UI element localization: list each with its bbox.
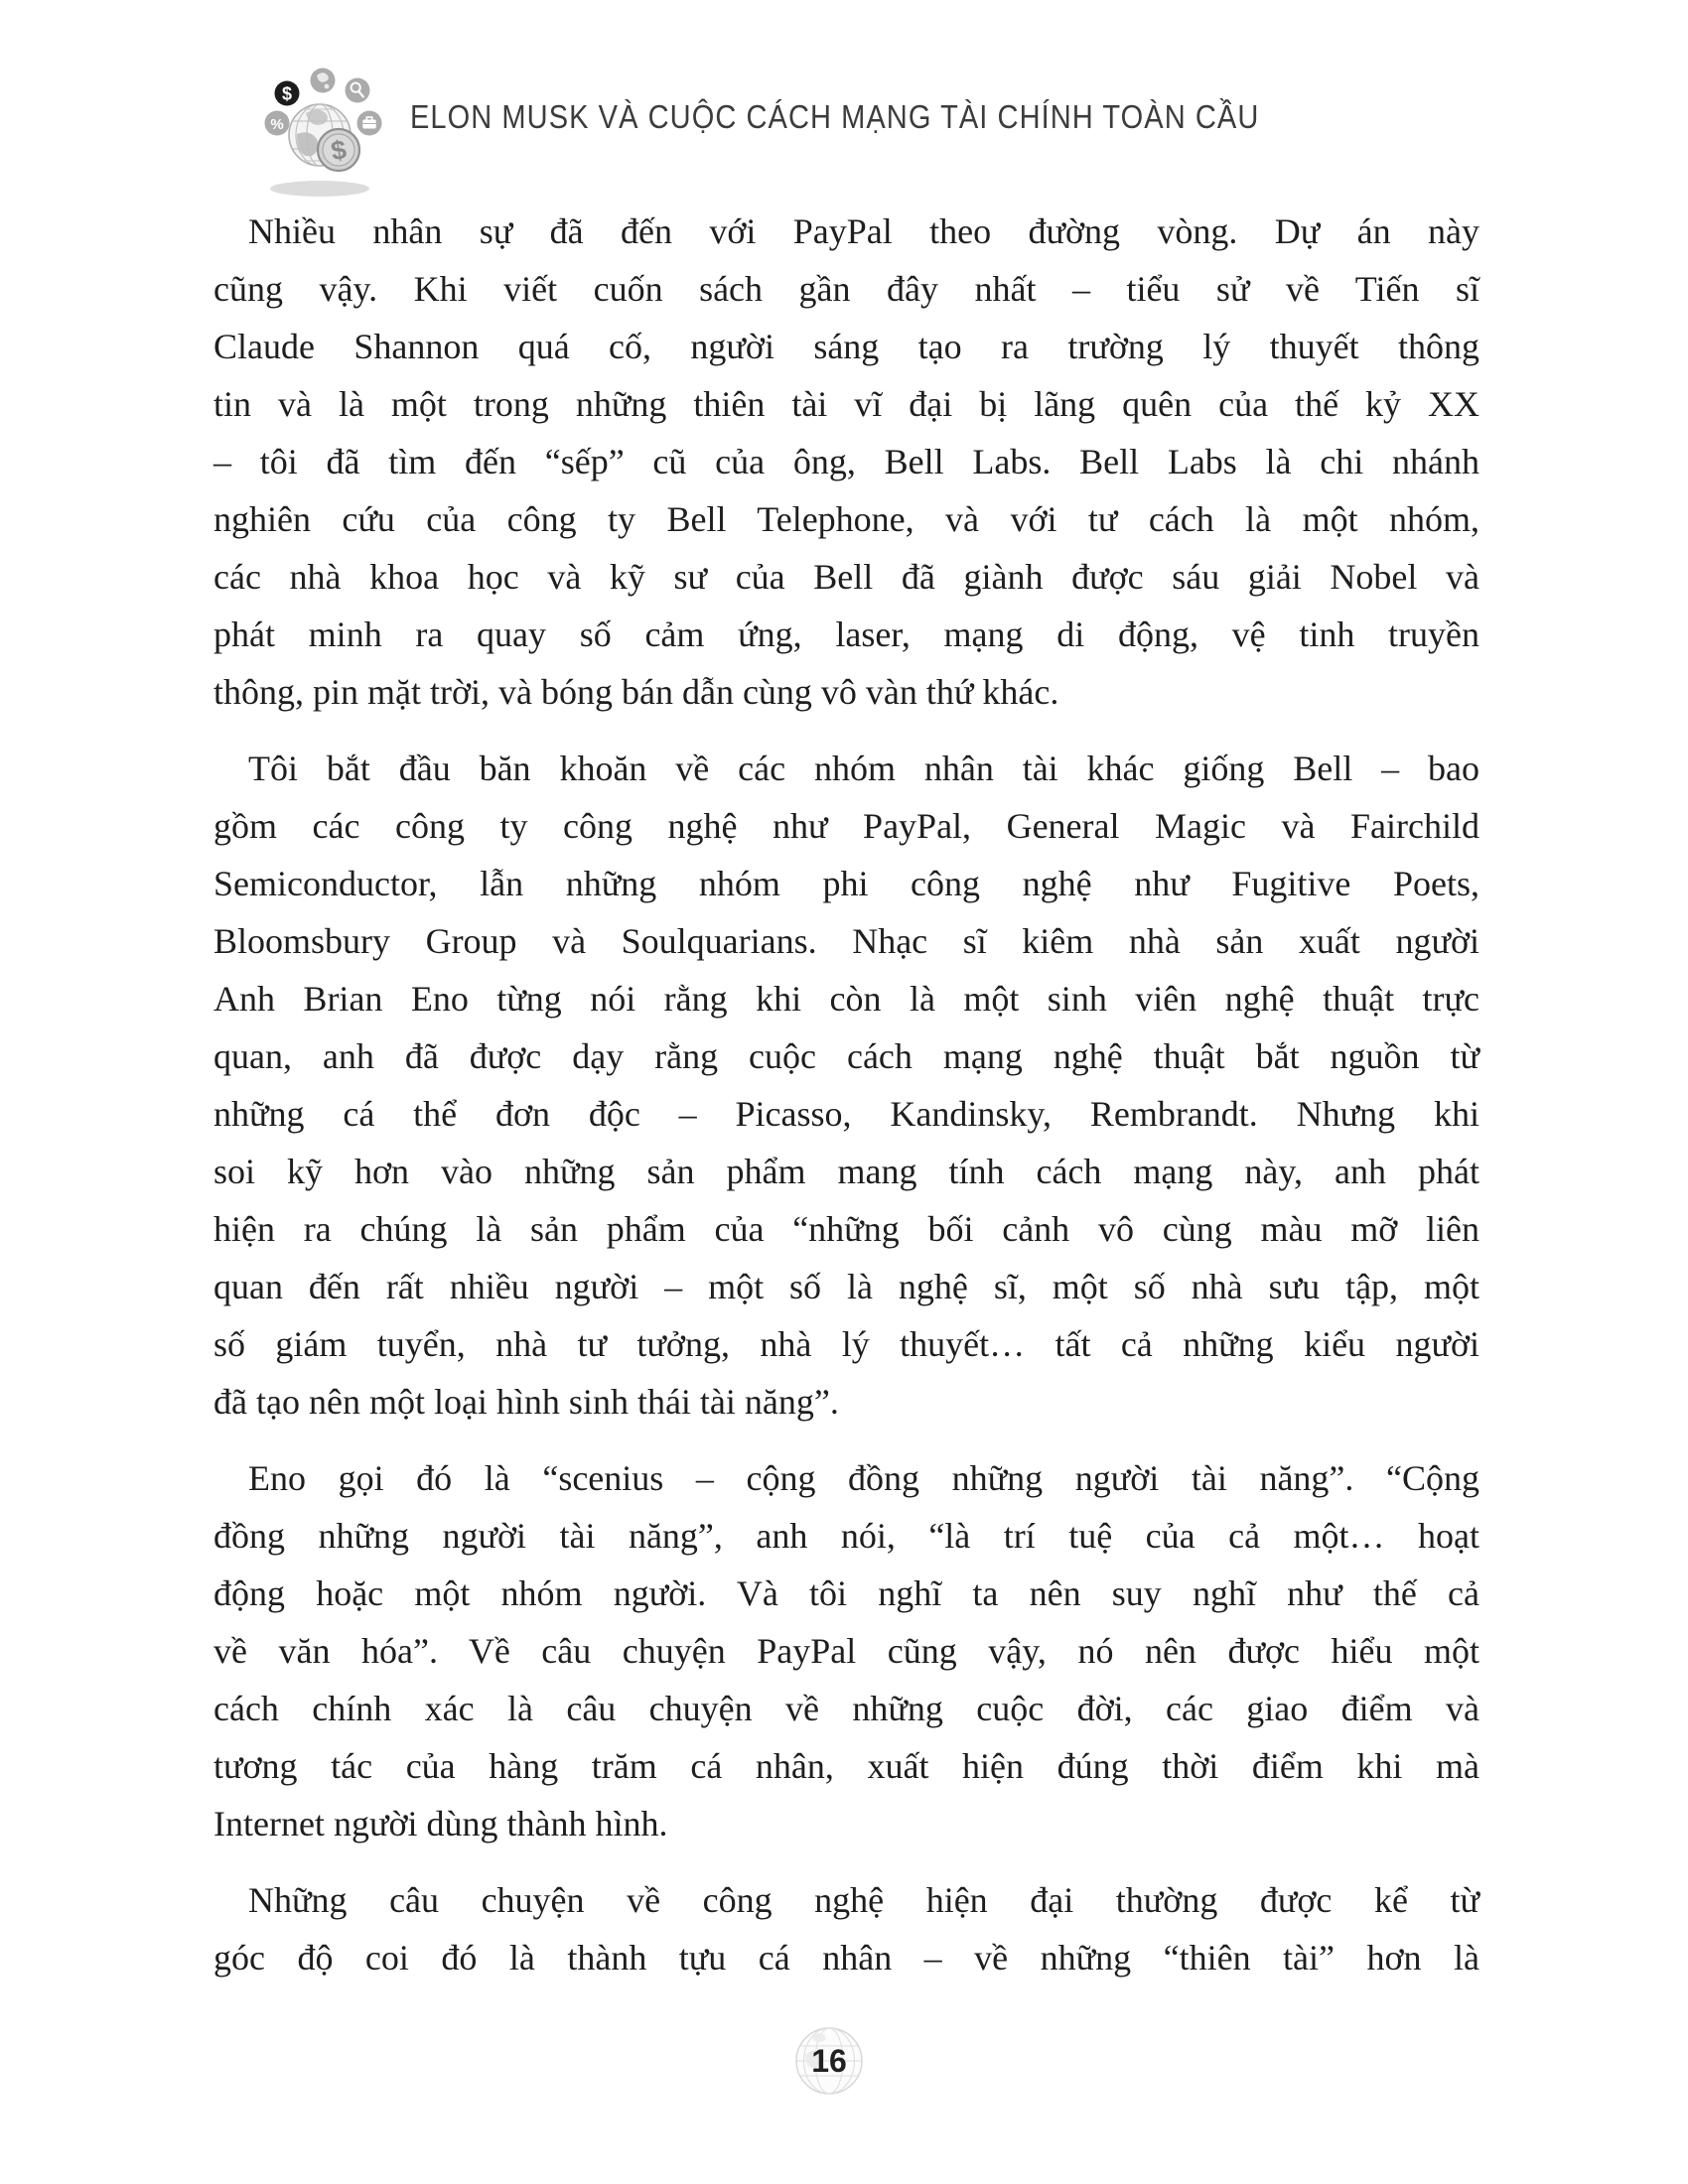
world-badge-icon bbox=[311, 68, 336, 93]
paragraph bbox=[213, 740, 1479, 1431]
text-line: cũng vậy. Khi viết cuốn sách gần đây nhất – tiểu sử về Tiến sĩ bbox=[213, 269, 1479, 309]
text-line: các nhà khoa học và kỹ sư của Bell đã giành được sáu giải Nobel và bbox=[213, 557, 1479, 597]
text-line: tin và là một trong những thiên tài vĩ đại bị lãng quên của thế kỷ XX bbox=[213, 384, 1479, 424]
text-line: Internet người dùng thành hình. bbox=[213, 1804, 668, 1843]
text-line: về văn hóa”. Về câu chuyện PayPal cũng vậy, nó nên được hiểu một bbox=[213, 1631, 1479, 1671]
text-line: Anh Brian Eno từng nói rằng khi còn là một sinh viên nghệ thuật trực bbox=[213, 979, 1479, 1019]
text-line: Những câu chuyện về công nghệ hiện đại thường được kể từ bbox=[248, 1880, 1479, 1920]
text-line: những cá thể đơn độc – Picasso, Kandinsky, Rembrandt. Nhưng khi bbox=[213, 1094, 1479, 1134]
text-line: góc độ coi đó là thành tựu cá nhân – về những “thiên tài” hơn là bbox=[213, 1938, 1479, 1978]
text-line: đồng những người tài năng”, anh nói, “là trí tuệ của cả một… hoạt bbox=[213, 1516, 1479, 1556]
text-line: số giám tuyển, nhà tư tưởng, nhà lý thuyết… tất cả những kiểu người bbox=[213, 1324, 1479, 1364]
text-line: thông, pin mặt trời, và bóng bán dẫn cùng vô vàn thứ khác. bbox=[213, 672, 1059, 712]
text-line: Bloomsbury Group và Soulquarians. Nhạc sĩ kiêm nhà sản xuất người bbox=[213, 921, 1479, 961]
text-line: Tôi bắt đầu băn khoăn về các nhóm nhân tài khác giống Bell – bao bbox=[248, 749, 1479, 788]
percent-badge-icon bbox=[265, 111, 290, 136]
body-text bbox=[213, 203, 1479, 2005]
briefcase-badge-icon bbox=[357, 111, 382, 136]
svg-text:$: $ bbox=[281, 83, 293, 104]
paragraph bbox=[213, 1871, 1479, 1986]
svg-text:$: $ bbox=[329, 134, 350, 167]
text-line: Semiconductor, lẫn những nhóm phi công nghệ như Fugitive Poets, bbox=[213, 864, 1479, 903]
page-number-container bbox=[793, 2025, 865, 2097]
text-line: Eno gọi đó là “scenius – cộng đồng những người tài năng”. “Cộng bbox=[248, 1458, 1479, 1498]
text-line: cách chính xác là câu chuyện về những cuộc đời, các giao điểm và bbox=[213, 1689, 1479, 1728]
text-line: Nhiều nhân sự đã đến với PayPal theo đường vòng. Dự án này bbox=[248, 211, 1479, 251]
text-line: tương tác của hàng trăm cá nhân, xuất hiện đúng thời điểm khi mà bbox=[213, 1746, 1479, 1786]
text-line: – tôi đã tìm đến “sếp” cũ của ông, Bell Labs. Bell Labs là chi nhánh bbox=[213, 442, 1479, 481]
svg-text:%: % bbox=[270, 116, 284, 133]
search-badge-icon bbox=[346, 78, 370, 103]
text-line: Claude Shannon quá cố, người sáng tạo ra trường lý thuyết thông bbox=[213, 327, 1479, 366]
paragraph bbox=[213, 203, 1479, 721]
text-line: quan, anh đã được dạy rằng cuộc cách mạng nghệ thuật bắt nguồn từ bbox=[213, 1036, 1479, 1076]
text-line: quan đến rất nhiều người – một số là nghệ sĩ, một số nhà sưu tập, một bbox=[213, 1267, 1479, 1306]
text-line: nghiên cứu của công ty Bell Telephone, và với tư cách là một nhóm, bbox=[213, 499, 1479, 539]
book-title-header: ELON MUSK VÀ CUỘC CÁCH MẠNG TÀI CHÍNH TOÀN CẦU bbox=[410, 98, 1260, 135]
page-number: 16 bbox=[811, 2042, 847, 2079]
coin-dollar-icon bbox=[318, 129, 359, 171]
text-line: hiện ra chúng là sản phẩm của “những bối cảnh vô cùng màu mỡ liên bbox=[213, 1209, 1479, 1249]
dollar-badge-icon bbox=[275, 81, 300, 106]
text-line: đã tạo nên một loại hình sinh thái tài năng”. bbox=[213, 1382, 839, 1422]
logo-shadow bbox=[270, 181, 369, 197]
paragraph bbox=[213, 1449, 1479, 1852]
text-line: gồm các công ty công nghệ như PayPal, General Magic và Fairchild bbox=[213, 806, 1479, 846]
text-line: động hoặc một nhóm người. Và tôi nghĩ ta nên suy nghĩ như thế cả bbox=[213, 1573, 1479, 1613]
text-line: phát minh ra quay số cảm ứng, laser, mạng di động, vệ tinh truyền bbox=[213, 614, 1479, 654]
text-line: soi kỹ hơn vào những sản phẩm mang tính cách mạng này, anh phát bbox=[213, 1152, 1479, 1191]
